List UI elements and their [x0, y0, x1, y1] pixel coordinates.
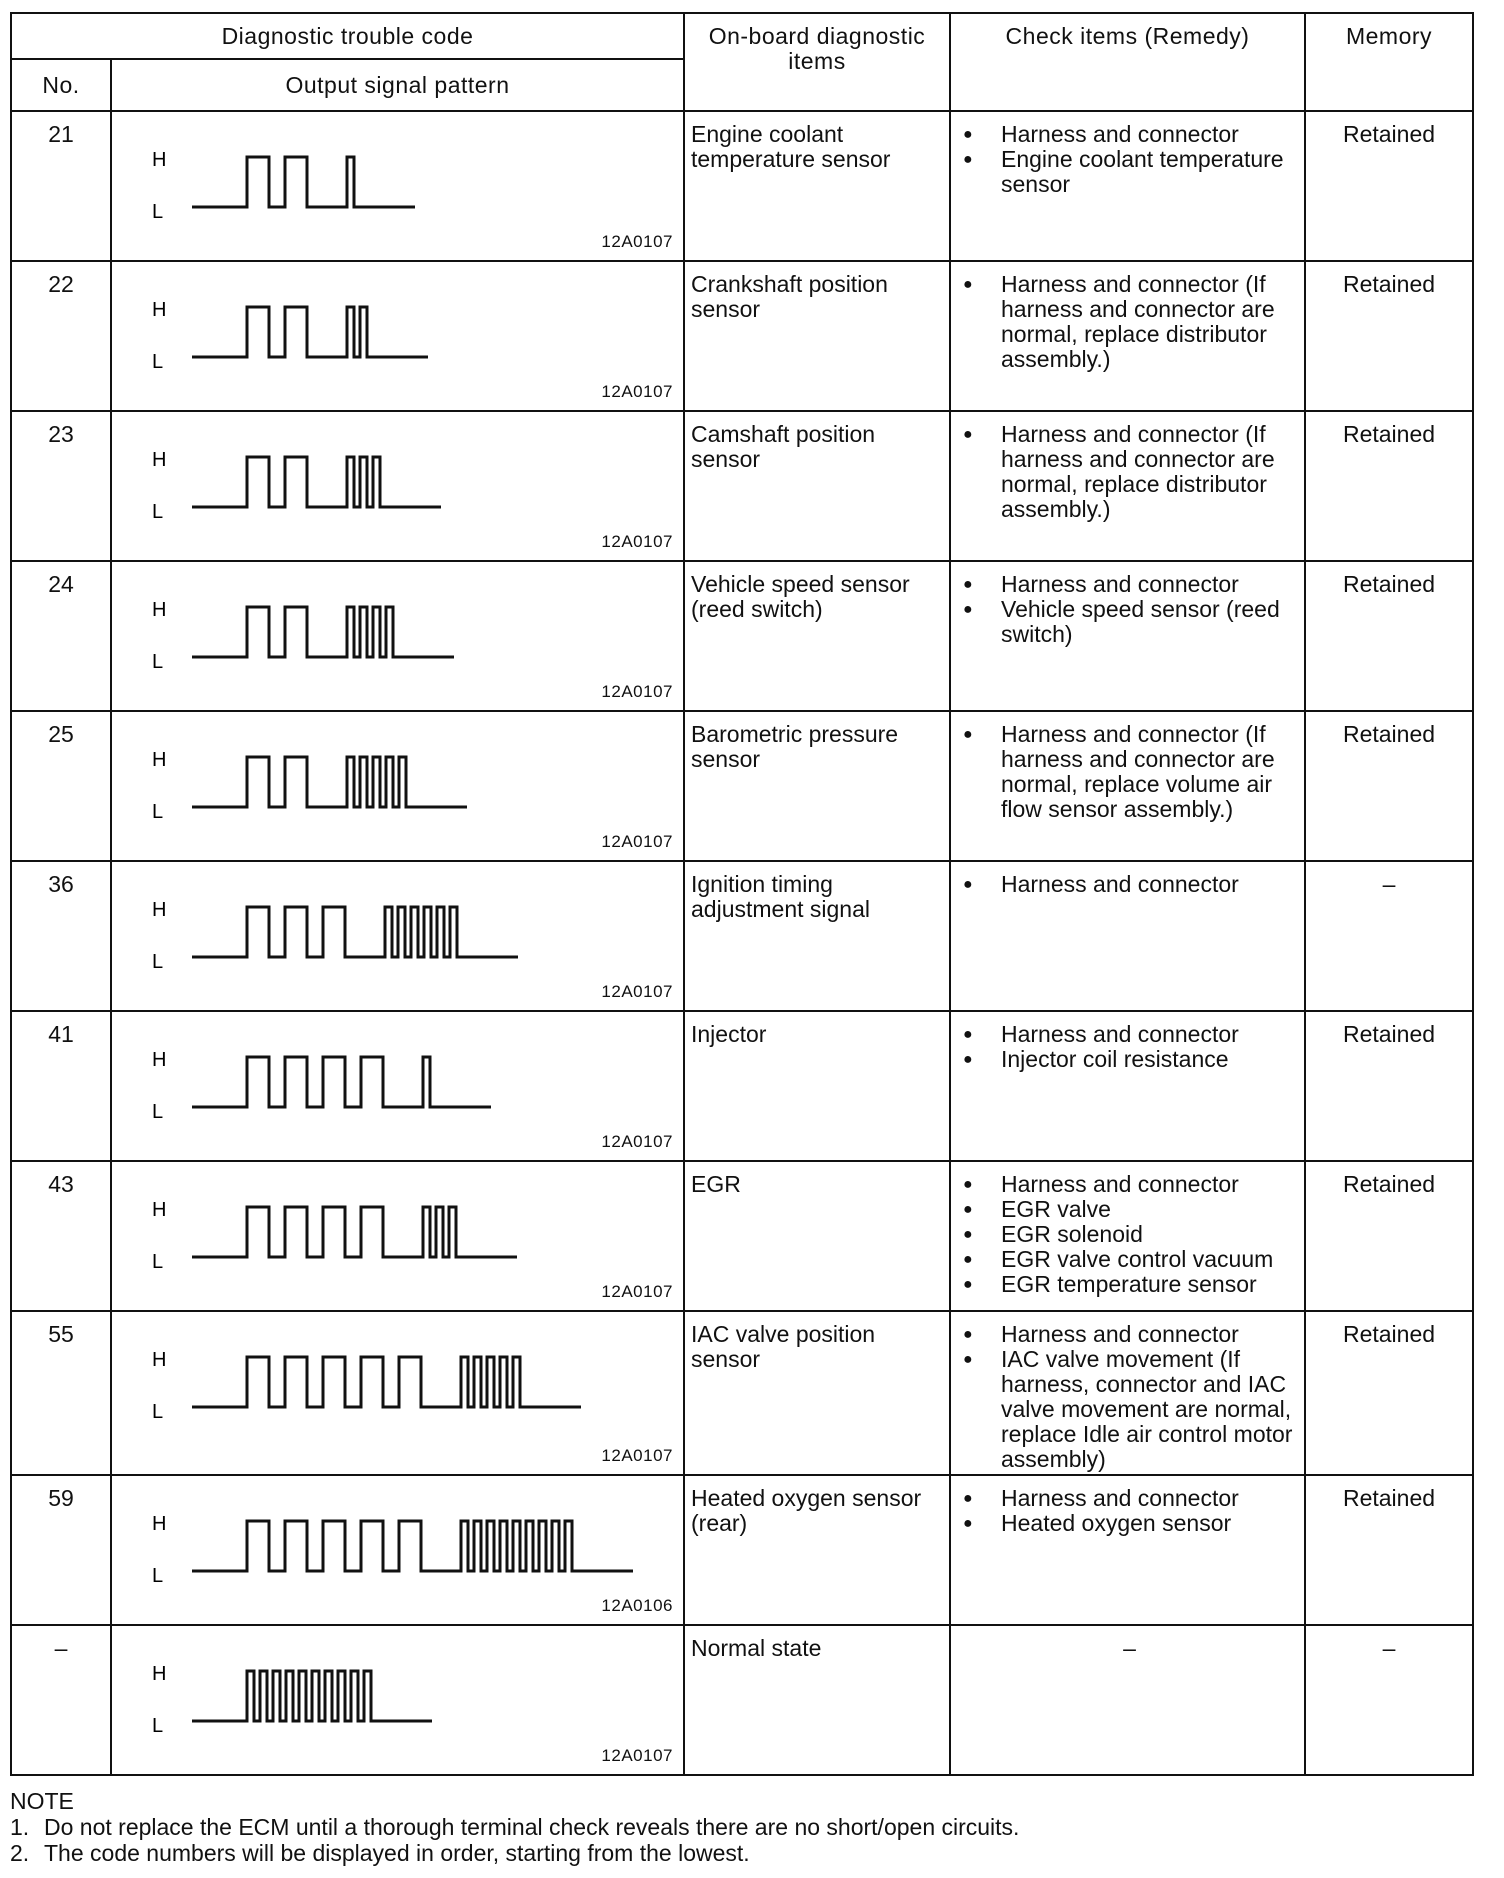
waveform-line: [192, 1357, 581, 1407]
memory-status: Retained: [1305, 111, 1473, 261]
figure-id: 12A0107: [601, 1131, 673, 1151]
signal-high-label: H: [152, 598, 167, 621]
signal-pattern-cell: [111, 561, 684, 711]
note-item-1: [10, 1814, 1019, 1840]
check-item: ● Heated oxygen sensor: [959, 1511, 1300, 1536]
signal-waveform: [112, 112, 672, 252]
signal-pattern-cell: [111, 861, 684, 1011]
check-items: [950, 111, 1305, 261]
signal-pattern-cell: [111, 411, 684, 561]
waveform-line: [192, 757, 467, 807]
dtc-row: [11, 411, 1473, 561]
diagnostic-item: Barometric pressure sensor: [684, 711, 950, 861]
code-number: 24: [11, 561, 111, 711]
header-no: No.: [11, 59, 111, 111]
signal-high-label: H: [152, 1662, 167, 1685]
signal-high-label: H: [152, 448, 167, 471]
check-item: ● Harness and connector (If harness and connector are normal, replace distributor assembly.): [959, 422, 1300, 522]
diagnostic-item: Ignition timing adjustment signal: [684, 861, 950, 1011]
check-item: ● Harness and connector: [959, 1172, 1300, 1197]
dtc-row: [11, 1311, 1473, 1475]
check-item: ● Harness and connector: [959, 122, 1300, 147]
signal-pattern-cell: [111, 1625, 684, 1775]
header-signal-pattern: Output signal pattern: [111, 59, 684, 111]
waveform-line: [192, 457, 441, 507]
signal-high-label: H: [152, 298, 167, 321]
note-item-text: The code numbers will be displayed in order, starting from the lowest.: [44, 1840, 750, 1866]
check-items: [950, 1625, 1305, 1775]
memory-status: Retained: [1305, 411, 1473, 561]
check-item: ● Harness and connector: [959, 572, 1300, 597]
signal-pattern-cell: [111, 1161, 684, 1311]
dtc-row: [11, 711, 1473, 861]
figure-id: 12A0107: [601, 681, 673, 701]
dtc-row: [11, 1475, 1473, 1625]
check-item: ● Injector coil resistance: [959, 1047, 1300, 1072]
signal-low-label: L: [152, 500, 164, 523]
dtc-row: [11, 561, 1473, 711]
dtc-row: [11, 111, 1473, 261]
signal-low-label: L: [152, 1250, 164, 1273]
diagnostic-item: EGR: [684, 1161, 950, 1311]
signal-pattern-cell: [111, 711, 684, 861]
check-items: [950, 1311, 1305, 1475]
signal-low-label: L: [152, 350, 164, 373]
signal-pattern-cell: [111, 111, 684, 261]
code-number: 23: [11, 411, 111, 561]
check-list: [959, 722, 1300, 822]
signal-pattern-cell: [111, 261, 684, 411]
figure-id: 12A0107: [601, 1281, 673, 1301]
diagnostic-item: IAC valve position sensor: [684, 1311, 950, 1475]
waveform-line: [192, 307, 428, 357]
note-item-text: Do not replace the ECM until a thorough terminal check reveals there are no short/open circuits.: [44, 1814, 1020, 1840]
note-item-2: [10, 1840, 1019, 1866]
check-list: [959, 422, 1300, 522]
signal-high-label: H: [152, 898, 167, 921]
check-list: [959, 1172, 1300, 1297]
code-number: –: [11, 1625, 111, 1775]
signal-waveform: [112, 862, 672, 1002]
waveform-line: [192, 1207, 517, 1257]
note-section: [10, 1788, 1019, 1866]
figure-id: 12A0107: [601, 981, 673, 1001]
code-number: 22: [11, 261, 111, 411]
check-list: [959, 1486, 1300, 1536]
waveform-line: [192, 1521, 633, 1571]
signal-waveform: [112, 1312, 672, 1452]
figure-id: 12A0107: [601, 1746, 673, 1765]
check-item: ● Harness and connector: [959, 872, 1300, 897]
memory-status: Retained: [1305, 1475, 1473, 1625]
check-item: ● Engine coolant temperature sensor: [959, 147, 1300, 197]
diagnostic-item: Crankshaft position sensor: [684, 261, 950, 411]
check-items: [950, 1475, 1305, 1625]
header-onboard-items: On-board diagnostic items: [684, 13, 950, 111]
check-items: [950, 1161, 1305, 1311]
check-list: [959, 272, 1300, 372]
diagnostic-item: Camshaft position sensor: [684, 411, 950, 561]
diagnostic-item: Engine coolant temperature sensor: [684, 111, 950, 261]
signal-waveform: [112, 712, 672, 852]
code-number: 36: [11, 861, 111, 1011]
signal-high-label: H: [152, 1348, 167, 1371]
code-number: 25: [11, 711, 111, 861]
memory-status: –: [1305, 1625, 1473, 1775]
check-item: ● Harness and connector: [959, 1322, 1300, 1347]
signal-pattern-cell: [111, 1311, 684, 1475]
signal-low-label: L: [152, 1564, 164, 1587]
header-check-items: Check items (Remedy): [950, 13, 1305, 111]
check-list: [959, 872, 1300, 897]
dtc-row: [11, 1011, 1473, 1161]
waveform-line: [192, 1671, 432, 1721]
diagnostic-item: Vehicle speed sensor (reed switch): [684, 561, 950, 711]
check-item: ● EGR valve control vacuum: [959, 1247, 1300, 1272]
signal-waveform: [112, 562, 672, 702]
waveform-line: [192, 157, 415, 207]
signal-waveform: [112, 412, 672, 552]
signal-low-label: L: [152, 950, 164, 973]
signal-high-label: H: [152, 1198, 167, 1221]
code-number: 59: [11, 1475, 111, 1625]
check-item: ● Vehicle speed sensor (reed switch): [959, 597, 1300, 647]
figure-id: 12A0107: [601, 231, 673, 251]
signal-waveform: [112, 1012, 672, 1152]
figure-id: 12A0107: [601, 831, 673, 851]
check-items: [950, 711, 1305, 861]
figure-id: 12A0107: [601, 531, 673, 551]
signal-low-label: L: [152, 650, 164, 673]
signal-pattern-cell: [111, 1475, 684, 1625]
header-memory: Memory: [1305, 13, 1473, 111]
signal-low-label: L: [152, 1100, 164, 1123]
memory-status: Retained: [1305, 261, 1473, 411]
dtc-row: [11, 1161, 1473, 1311]
note-item-number: 1.: [10, 1814, 30, 1840]
dtc-row: [11, 261, 1473, 411]
check-item: ● EGR temperature sensor: [959, 1272, 1300, 1297]
signal-low-label: L: [152, 800, 164, 823]
diagnostic-item: Heated oxygen sensor (rear): [684, 1475, 950, 1625]
figure-id: 12A0106: [601, 1595, 673, 1615]
memory-status: Retained: [1305, 1011, 1473, 1161]
check-list: [959, 122, 1300, 197]
signal-high-label: H: [152, 1512, 167, 1535]
code-number: 21: [11, 111, 111, 261]
dtc-row: [11, 861, 1473, 1011]
waveform-line: [192, 907, 518, 957]
check-items: [950, 561, 1305, 711]
signal-waveform: [112, 1162, 672, 1302]
check-list: [959, 1322, 1300, 1472]
signal-pattern-cell: [111, 1011, 684, 1161]
note-item-number: 2.: [10, 1840, 30, 1866]
signal-waveform: [112, 1476, 672, 1616]
check-item: ● IAC valve movement (If harness, connector and IAC valve movement are normal, replace Idle air control motor assembly): [959, 1347, 1300, 1472]
dtc-table: [10, 12, 1474, 1776]
check-list: [959, 1022, 1300, 1072]
check-items: [950, 411, 1305, 561]
signal-low-label: L: [152, 201, 164, 223]
waveform-line: [192, 1057, 491, 1107]
memory-status: Retained: [1305, 561, 1473, 711]
signal-waveform: [112, 262, 672, 402]
check-item: ● EGR valve: [959, 1197, 1300, 1222]
check-items: [950, 1011, 1305, 1161]
check-items: [950, 261, 1305, 411]
signal-high-label: H: [152, 149, 167, 171]
check-item: ● Harness and connector (If harness and connector are normal, replace distributor assembly.): [959, 272, 1300, 372]
check-item: ● Harness and connector: [959, 1022, 1300, 1047]
dtc-row: [11, 1625, 1473, 1775]
code-number: 41: [11, 1011, 111, 1161]
note-title: NOTE: [10, 1788, 74, 1814]
signal-waveform: [112, 1626, 672, 1766]
check-item: ● Harness and connector (If harness and connector are normal, replace volume air flow sensor assembly.): [959, 722, 1300, 822]
waveform-line: [192, 607, 454, 657]
memory-status: Retained: [1305, 1311, 1473, 1475]
memory-status: Retained: [1305, 1161, 1473, 1311]
signal-high-label: H: [152, 1048, 167, 1071]
code-number: 43: [11, 1161, 111, 1311]
check-items: [950, 861, 1305, 1011]
memory-status: Retained: [1305, 711, 1473, 861]
check-item: ● Harness and connector: [959, 1486, 1300, 1511]
check-list: [959, 572, 1300, 647]
signal-low-label: L: [152, 1400, 164, 1423]
signal-low-label: L: [152, 1714, 164, 1737]
code-number: 55: [11, 1311, 111, 1475]
diagnostic-item: Normal state: [684, 1625, 950, 1775]
diagnostic-item: Injector: [684, 1011, 950, 1161]
header-dtc-group: Diagnostic trouble code: [11, 13, 684, 59]
check-item: ● EGR solenoid: [959, 1222, 1300, 1247]
memory-status: –: [1305, 861, 1473, 1011]
figure-id: 12A0107: [601, 1445, 673, 1465]
signal-high-label: H: [152, 748, 167, 771]
figure-id: 12A0107: [601, 381, 673, 401]
check-dash: –: [1123, 1634, 1136, 1661]
